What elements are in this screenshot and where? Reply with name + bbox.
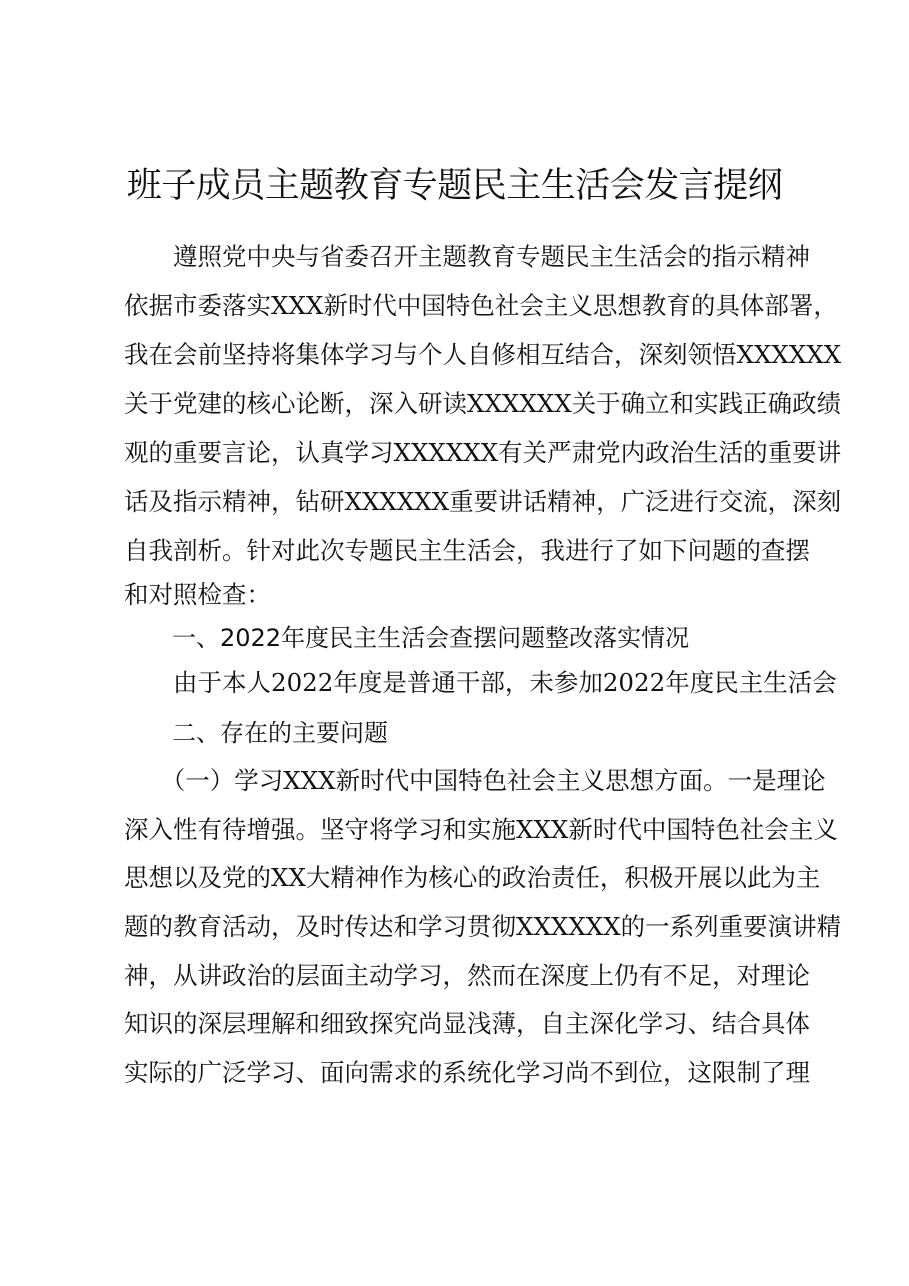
paragraph-line: 我在会前坚持将集体学习与个人自修相互结合，深刻领悟XXXXXX — [124, 340, 842, 369]
paragraph-line: 依据市委落实XXX新时代中国特色社会主义思想教育的具体部署， — [124, 291, 838, 320]
paragraph-line: 关于党建的核心论断，深入研读XXXXXX关于确立和实践正确政绩 — [124, 389, 842, 418]
paragraph-line: 深入性有待增强。坚守将学习和实施XXX新时代中国特色社会主义 — [124, 815, 838, 844]
paragraph-line: 观的重要言论，认真学习XXXXXX有关严肃党内政治生活的重要讲 — [124, 438, 842, 467]
paragraph-line: 自我剖析。针对此次专题民主生活会，我进行了如下问题的查摆 — [124, 536, 810, 565]
paragraph-line: （一）学习XXX新时代中国特色社会主义思想方面。一是理论 — [124, 766, 826, 795]
section-heading: 二、存在的主要问题 — [124, 719, 388, 747]
section-heading: 一、2022年度民主生活会查摆问题整改落实情况 — [124, 624, 690, 652]
paragraph-line: 神，从讲政治的层面主动学习，然而在深度上仍有不足，对理论 — [124, 961, 810, 990]
paragraph-line: 遵照党中央与省委召开主题教育专题民主生活会的指示精神 — [124, 242, 810, 271]
paragraph-line: 思想以及党的XX大精神作为核心的政治责任，积极开展以此为主 — [124, 863, 821, 892]
paragraph-line: 实际的广泛学习、面向需求的系统化学习尚不到位，这限制了理 — [124, 1058, 810, 1087]
paragraph-line: 话及指示精神，钻研XXXXXX重要讲话精神，广泛进行交流，深刻 — [124, 487, 842, 516]
paragraph-line: 知识的深层理解和细致探究尚显浅薄，自主深化学习、结合具体 — [124, 1009, 810, 1038]
paragraph-line: 题的教育活动，及时传达和学习贯彻XXXXXX的一系列重要演讲精 — [124, 912, 842, 941]
document-title: 班子成员主题教育专题民主生活会发言提纲 — [126, 166, 783, 206]
paragraph-line: 由于本人2022年度是普通干部，未参加2022年度民主生活会 — [124, 668, 837, 697]
paragraph-line: 和对照检查： — [124, 580, 271, 609]
